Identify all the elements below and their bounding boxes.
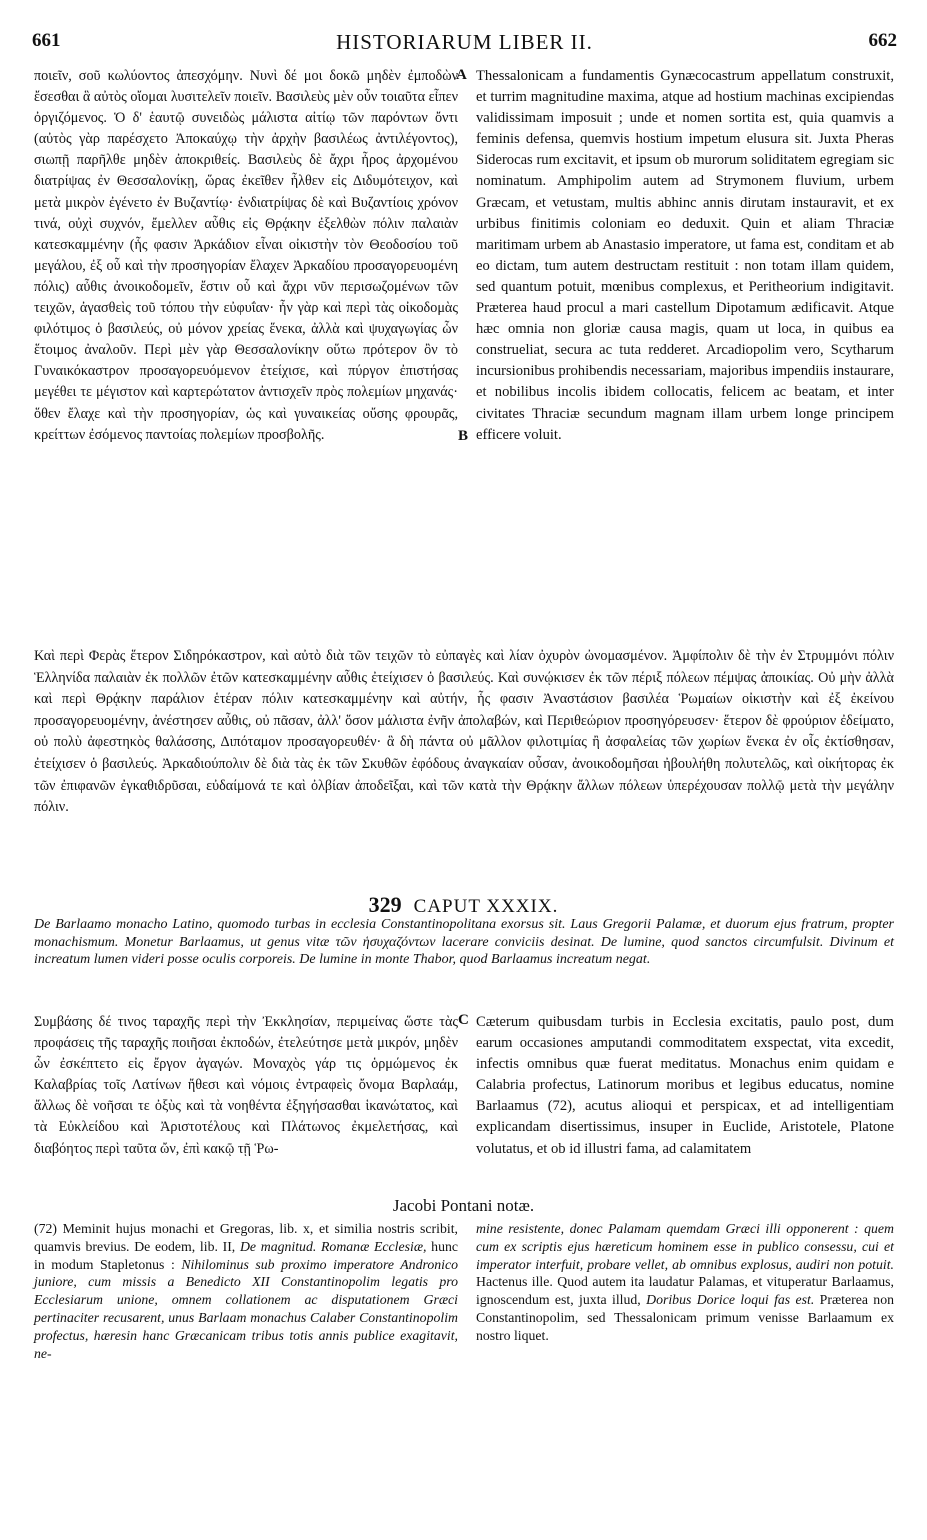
note-text: (72) Meminit hujus monachi et Gregoras, lib. x, et similia nostris scribit, quamvis brevius. De eodem, lib. II, bbox=[34, 1221, 458, 1254]
note-book-title: De magnitud. Romanæ Ecclesiæ, bbox=[239, 1238, 427, 1254]
chapter-label: CAPUT XXXIX. bbox=[413, 896, 559, 917]
running-title: HISTORIARUM LIBER II. bbox=[336, 30, 593, 54]
notes-right-column bbox=[476, 1220, 894, 1345]
margin-marker-b: B bbox=[458, 428, 469, 444]
latin-column-top: Thessalonicam a fundamentis Gynæcocastrum appellatum construxit, et turrim magnitudine maxima, atque ad hostium machinas excipiendas validissimam imposuit ; unde et nomen sortita est, quia quamvis a feminis defensa, quemvis hostium impetum elusura sit. Juxta Pheras Siderocas rum excitavit, et ipsum ob murorum soliditatem egregiam sic nominatum. Amphipolim autem ad Strymonem fluvium, urbem Græcam, et vetustam, multis abhinc annis dirutam instauravit, et ex urbibus finitimis coloniam eo deduxit. Quin et aliam Thraciæ maritimam urbem ab Anastasio imperatore, ut fama est, conditam et ab eo dictam, tum autem destructam restituit : non totam illam quidem, sed quantum potuit, mœnibus complexus, et Peritheorium indigitavit. Præterea haud procul a mari castellum Dipotamum ædificavit. Atque hæc omnia non gloriæ causa magis, quam ut loca, in quibus ea construeliat, secura ac tuta redderet. Arcadiopolim vero, Scytharum incursionibus prohibendis necessariam, majoribus impendiis instaurare, et nobilibus incolis ibidem collocatis, felicem ac beatam, et inter civitates Thraciæ secundum magnam illam urbem longe principem efficere voluit. bbox=[476, 68, 894, 443]
note-quotation: mine resistente, donec Palamam quemdam Græci illi opponerent : quem cum ex scriptis ejus hæreticum hominem esse in publico consessu, cui et imperator interfuit, probare vellet, ab omnibus explosus, audiri non potuit. bbox=[476, 1221, 894, 1272]
margin-marker-a: A bbox=[456, 67, 467, 83]
greek-column-top: ποιεῖν, σοῦ κωλύοντος ἀπεσχόμην. Νυνὶ δέ μοι δοκῶ μηδὲν ἐμποδὼν ἔσεσθαι ἃ αὐτὸς οἴομαι λυσιτελεῖν ποιεῖν. Βασιλεὺς μὲν οὖν τοιαῦτα εἶπεν ὀργιζόμενος. Ὁ δ' ἑαυτῷ συνειδὼς μάλιστα αἰτίῳ τῶν παρόντων ὄντι (αὐτὸς γὰρ παρέσχετο Ἀποκαύχῳ τὴν ἀρχὴν βασιλέως ἀντιλέγοντος), σιωπῇ παρῆλθε μηδὲν ἀποκριθείς. Βασιλεὺς δὲ ἄχρι ἦρος ἀρχομένου διατρίψας ἐν Θεσσαλονίκῃ, ὥρας ἐκεῖθεν ἦλθεν εἰς Διδυμότειχον, καὶ μετὰ μικρὸν ἐγένετο ἐν Βυζαντίῳ· ἐνδιατρίψας δὲ καὶ Βυζαντίοις χρόνον τινά, οὐχὶ συχνόν, ἔμελλεν αὖθις εἰς Θρᾴκην ἐξελθὼν πόλιν παλαιὰν κατεσκαμμένην (ἧς φασιν Ἀρκάδιον εἶναι οἰκιστὴν τὸν Θεοδοσίου τοῦ μεγάλου, ἐξ οὗ καὶ τὴν προσηγορίαν ἔλαχεν Ἀρκαδίου προσαγορευομένη πόλις) αὖθις ἀνοικοδομεῖν, ἔστιν οὗ καὶ ἄχρι νῦν περισωζομένων τῶν τειχῶν, ἀγασθεὶς τοῦ τόπου τὴν εὐφυΐαν· ἦν γὰρ καὶ περὶ τὰς οἰκοδομὰς φιλότιμος ὁ βασιλεύς, οὐ μόνον χρείας ἕνεκα, ἀλλὰ καὶ ψυχαγωγίας ὧν ἕτοιμος ἀναλοῦν. Περὶ μὲν γὰρ Θεσσαλονίκην οὕτω πρότερον ὂν τὸ Γυναικόκαστρον προσαγορευόμενον ἐτείχισε, καὶ πύργον ἐπιστήσας μεγέθει τε μέγιστον καὶ καρτερώτατον ἀντισχεῖν πρὸς πολεμίων μηχανάς· ὅθεν ἔλαχε καὶ τὴν προσηγορίαν, ὡς καὶ γυναικείας οὔσης φρουρᾶς, κρείττων ἐσόμενος παντοίας πολεμίων προσβολῆς. bbox=[34, 68, 458, 443]
chapter-summary: De Barlaamo monacho Latino, quomodo turbas in ecclesia Constantinopolitana exorsus sit. Laus Gregorii Palamæ, et duorum ejus fratrum, propter monachismum. Monetur Barlaamus, ut genus vitæ τῶν ἡσυχαζόντων lacerare conviciis desinat. De lumine, quod sanctos circumfulsit. Divinum et increatum lumen videri posse oculis corporeis. De lumine in monte Thabor, quod Barlaamus increatum negat. bbox=[34, 917, 894, 967]
note-text: Præterea non Constantinopolim, sed Thessalonicam primum venisse Barlaamum ex nostro liquet. bbox=[476, 1292, 894, 1343]
latin-column-chapter: Cæterum quibusdam turbis in Ecclesia excitatis, paulo post, dum earum occasiones amputandi commoditatem exspectat, vita excedit, infectis omnibus quæ fuerat meditatus. Monachus enim quidam e Calabria profectus, Latinorum moribus et legibus educatus, nomine Barlaamus (72), acutus alioqui et perspicax, et ad intelligentiam explicandam disertissimus, insuper in Euclide, Aristotele, Platone volutatus, et ob id illustri fama, ad calamitatem bbox=[476, 1014, 894, 1157]
page-number-left: 661 bbox=[32, 30, 61, 51]
chapter-number: 329 bbox=[368, 892, 402, 917]
greek-full-width-text: Καὶ περὶ Φερὰς ἕτερον Σιδηρόκαστρον, καὶ αὐτὸ διὰ τῶν τειχῶν τὸ εὐπαγὲς καὶ λίαν ὀχυρὸν ὠνομασμένον. Ἀμφίπολιν δὲ τὴν ἐν Στρυμμόνι πόλιν Ἑλληνίδα παλαιὰν ἐκ πολλῶν ἐτῶν κατεσκαμμένην αὖθις ἐτείχισεν ὁ βασιλεύς. Καὶ συνῴκισεν ἐκ τῶν πέριξ πόλεων πέμψας ἀποικίας. Οὐ μὴν ἀλλὰ καὶ περὶ Θρᾴκην παράλιον ἑτέραν πόλιν κατεσκαμμένην καὶ αὐτήν, ἧς φασιν Ἀναστάσιον βασιλέα Ῥωμαίων οἰκιστὴν καὶ ἐξ ἐκείνου προσαγορευομένην, ἀνέστησεν αὖθις, οὐ πᾶσαν, ἀλλ' ὅσον μάλιστα ἐνῆν ἀπολαβών, καὶ Περιθεώριον προσηγόρευσεν· ἕτερον δὲ φρούριον ἐδείματο, οὐ πολὺ ἀφεστηκὸς θαλάσσης, Διπόταμον προσαγορευθέν· ἃ δὴ πάντα οὐ μᾶλλον φιλοτιμίας ἢ ἀσφαλείας τῶν χωρίων ἕνεκα ἐν οἷς ἐκτίσθησαν, ἐτείχισεν ὁ βασιλεύς. Ἀρκαδιούπολιν δὲ διὰ τὰς ἐκ τῶν Σκυθῶν ἐφόδους ἀναγκαίαν οὖσαν, ἀνοικοδομῆσαι ἠβουλήθη πολυτελῶς, καὶ οἰκήτορας ἐκ τῶν ἐπιφανῶν ἐγκαθιδρῦσαι, εὐδαίμονά τε καὶ ὀλβίαν ἀποδεῖξαι, καὶ τῶν κατὰ τὴν Θρᾴκην ἄλλων πόλεων ὑπερέχουσαν πολλῷ μετὰ τὴν μεγάλην πόλιν. bbox=[34, 648, 894, 816]
greek-column-chapter: Συμβάσης δέ τινος ταραχῆς περὶ τὴν Ἐκκλησίαν, περιμείνας ὥστε τὰς προφάσεις τῆς ταραχῆς ποιῆσαι ἐκποδών, ἐτελεύτησε μετὰ μικρόν, μηδὲν ὧν ἐσκέπτετο εἰς ἔργον ἀγαγών. Μοναχὸς γάρ τις ὁρμώμενος ἐκ Καλαβρίας τοῖς Λατίνων ἤθεσι καὶ νόμοις ἐντραφεὶς ὄνομα Βαρλαάμ, ἄλλως δὲ νοῆσαι τε ὀξὺς καὶ τὰ νοηθέντα ἐξηγήσασθαι ἱκανώτατος, καὶ τὰ Εὐκλείδου καὶ Ἀριστοτέλους καὶ Πλάτωνος ἐκμελετήσας, καὶ διαβόητος περὶ ταῦτα ὤν, ἐπὶ κακῷ τῇ Ῥω- bbox=[34, 1014, 458, 1157]
notes-heading: Jacobi Pontani notæ. bbox=[392, 1196, 535, 1215]
note-quotation: Nihilominus sub proximo imperatore Andronico juniore, cum missis a Benedicto XII Constantinopolim legatis pro Ecclesiarum unione, omnem collationem ac disputationem Græci pertinaciter recusarent, unus Barlaam monachus Calaber Constantinopolim profectus, hæresin hanc Græcanicam tribus totis annis publice exagitavit, ne- bbox=[34, 1256, 458, 1361]
note-text: hunc in modum Stapletonus : bbox=[34, 1238, 458, 1272]
margin-marker-c: C bbox=[458, 1012, 469, 1028]
note-text: Hactenus ille. Quod autem ita laudatur Palamas, et vituperatur Barlaamus, ignoscendum est, juxta illud, bbox=[476, 1274, 894, 1308]
page-number-right: 662 bbox=[868, 30, 897, 51]
chapter-heading bbox=[0, 892, 927, 918]
note-quotation: Doribus Dorice loqui fas est. bbox=[646, 1292, 815, 1308]
notes-left-column bbox=[34, 1220, 458, 1362]
running-header bbox=[32, 30, 897, 56]
